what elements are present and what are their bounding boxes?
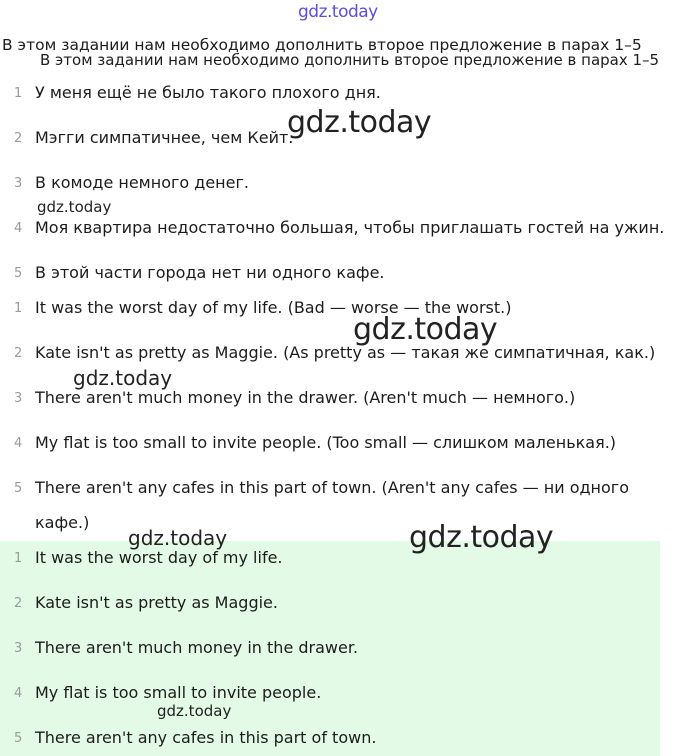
item-number: 5 — [14, 481, 23, 496]
watermark: gdz.today — [128, 526, 228, 550]
item-number: 2 — [14, 131, 23, 146]
item-number: 2 — [14, 346, 23, 361]
task-intro: В этом задании нам необходимо дополнить второе предложение в парах 1–5 — [2, 36, 642, 54]
item-number: 1 — [14, 301, 23, 316]
item-number: 1 — [14, 551, 23, 566]
item-text: В комоде немного денег. — [35, 173, 249, 192]
item-number: 5 — [14, 266, 23, 281]
top-watermark: gdz.today — [298, 2, 378, 22]
watermark: gdz.today — [73, 366, 173, 390]
item-text: It was the worst day of my life. (Bad — worse — the worst.) — [35, 298, 512, 317]
item-number: 4 — [14, 686, 23, 701]
item-text: My flat is too small to invite people. (Too small — слишком маленькая.) — [35, 433, 617, 452]
item-text: There aren't much money in the drawer. — [35, 638, 359, 657]
item-number: 3 — [14, 391, 23, 406]
watermark: gdz.today — [409, 520, 554, 555]
item-number: 2 — [14, 596, 23, 611]
item-text-continuation: кафе.) — [35, 513, 90, 532]
item-number: 3 — [14, 641, 23, 656]
item-text: There aren't much money in the drawer. (Aren't much — немного.) — [35, 388, 576, 407]
item-text: В этой части города нет ни одного кафе. — [35, 263, 385, 282]
item-text: There aren't any cafes in this part of town. — [35, 728, 377, 747]
item-number: 3 — [14, 176, 23, 191]
item-number: 1 — [14, 86, 23, 101]
watermark: gdz.today — [37, 198, 112, 216]
item-text: Kate isn't as pretty as Maggie. (As pretty as — такая же симпатичная, как.) — [35, 343, 656, 362]
item-text: It was the worst day of my life. — [35, 548, 283, 567]
item-text: My flat is too small to invite people. — [35, 683, 322, 702]
item-text: Моя квартира недостаточно большая, чтобы приглашать гостей на ужин. — [35, 218, 665, 237]
watermark: gdz.today — [287, 105, 432, 140]
item-number: 4 — [14, 436, 23, 451]
watermark: gdz.today — [353, 312, 498, 347]
clipped-text-line: В этом задании нам необходимо дополнить второе предложение в парах 1–5 — [40, 51, 660, 69]
item-text: Kate isn't as pretty as Maggie. — [35, 593, 278, 612]
item-text: Мэгги симпатичнее, чем Кейт. — [35, 128, 294, 147]
item-number: 5 — [14, 731, 23, 746]
item-text: У меня ещё не было такого плохого дня. — [35, 83, 381, 102]
watermark: gdz.today — [157, 702, 232, 720]
item-number: 4 — [14, 221, 23, 236]
item-text: There aren't any cafes in this part of town. (Aren't any cafes — ни одного — [35, 478, 629, 497]
